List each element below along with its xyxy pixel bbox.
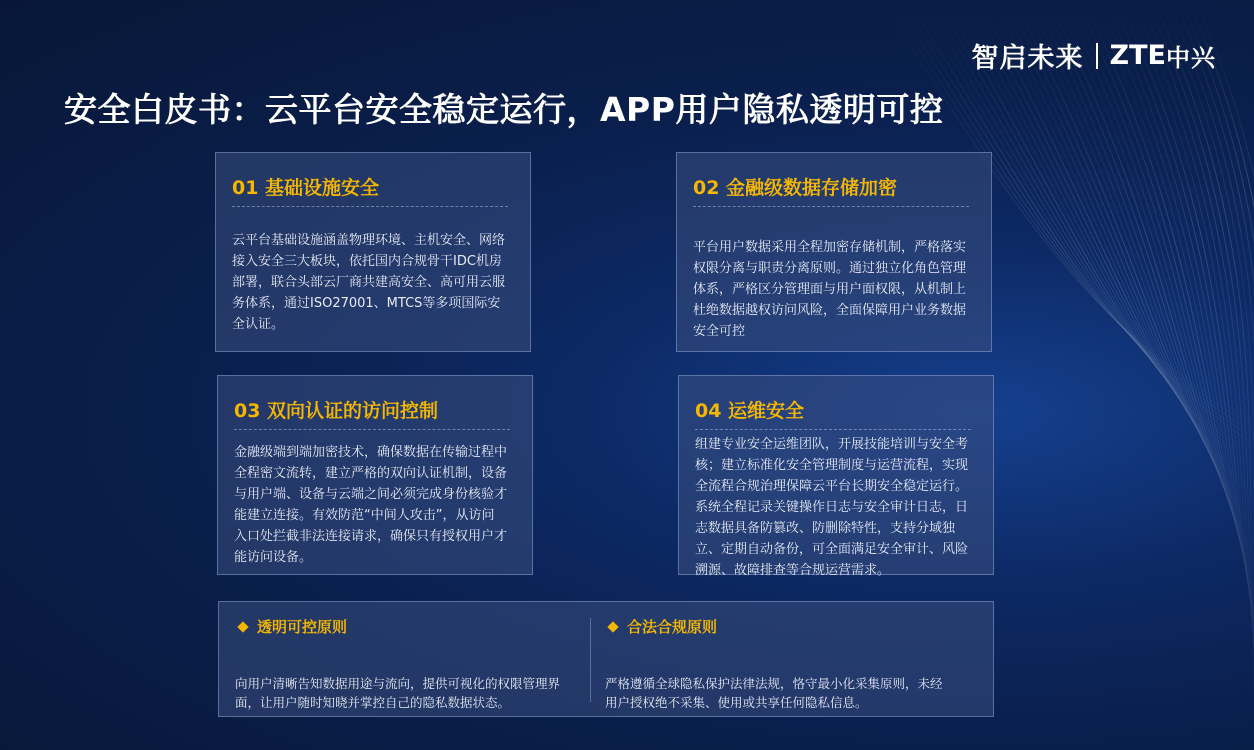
card-heading: 01 基础设施安全 bbox=[232, 177, 380, 199]
diamond-icon bbox=[607, 621, 618, 632]
card-heading: 03 双向认证的访问控制 bbox=[234, 400, 439, 422]
card-heading: 02 金融级数据存储加密 bbox=[693, 177, 898, 199]
card-body bbox=[232, 230, 512, 335]
card-line: 溯源、故障排查等合规运营需求。 bbox=[695, 563, 891, 578]
wave-line bbox=[1139, 0, 1254, 642]
divider bbox=[695, 429, 971, 430]
wave-line bbox=[1020, 0, 1254, 540]
wave-line bbox=[1097, 0, 1254, 606]
diamond-icon bbox=[237, 621, 248, 632]
card-line: 与用户端、设备与云端之间必须完成身份核验才 bbox=[234, 487, 508, 502]
wave-line bbox=[1041, 0, 1254, 558]
wave-line bbox=[1146, 0, 1254, 648]
wave-line bbox=[1160, 0, 1254, 660]
card-line: 系统全程记录关键操作日志与安全审计日志，日 bbox=[695, 500, 969, 515]
wave-line bbox=[978, 0, 1254, 504]
card-line: 金融级端到端加密技术，确保数据在传输过程中 bbox=[234, 445, 508, 460]
wave-line bbox=[1118, 0, 1254, 624]
card-line: 入口处拦截非法连接请求，确保只有授权用户才 bbox=[234, 529, 508, 544]
principle-line: 严格遵循全球隐私保护法律法规，恪守最小化采集原则，未经 bbox=[605, 676, 943, 691]
wave-line bbox=[1132, 0, 1254, 636]
card-ops-security bbox=[678, 375, 994, 578]
wave-line bbox=[1125, 0, 1254, 630]
principle-heading bbox=[235, 616, 347, 637]
card-line: 体系，严格区分管理面与用户面权限，从机制上 bbox=[693, 282, 967, 297]
divider bbox=[234, 429, 510, 430]
card-line: 云平台基础设施涵盖物理环境、主机安全、网络 bbox=[232, 233, 506, 248]
card-line: 全程密文流转，建立严格的双向认证机制，设备 bbox=[234, 466, 508, 481]
wave-line bbox=[1104, 0, 1254, 612]
logo-separator bbox=[1096, 43, 1098, 69]
card-line: 权限分离与职责分离原则。通过独立化角色管理 bbox=[693, 261, 967, 276]
wave-line bbox=[992, 0, 1254, 516]
page-title: 安全白皮书：云平台安全稳定运行，APP用户隐私透明可控 bbox=[64, 90, 944, 129]
card-line: 组建专业安全运维团队，开展技能培训与安全考 bbox=[695, 437, 969, 452]
wave-line bbox=[985, 0, 1254, 510]
principle-body bbox=[235, 674, 560, 712]
card-line: 全流程合规治理保障云平台长期安全稳定运行。 bbox=[695, 479, 969, 494]
wave-line bbox=[1062, 0, 1254, 576]
wave-line bbox=[1013, 0, 1254, 534]
principle-heading bbox=[605, 616, 717, 637]
wave-line bbox=[1188, 0, 1254, 684]
card-line: 立、定期自动备份，可全面满足安全审计、风险 bbox=[695, 542, 969, 557]
wave-line bbox=[1034, 0, 1254, 552]
column-divider bbox=[590, 618, 591, 702]
card-heading: 04 运维安全 bbox=[695, 400, 805, 422]
divider bbox=[693, 206, 969, 207]
principle-line: 向用户清晰告知数据用途与流向，提供可视化的权限管理界 bbox=[235, 676, 561, 691]
card-line: 接入安全三大板块，依托国内合规骨干IDC机房 bbox=[232, 254, 502, 269]
wave-line bbox=[1153, 0, 1254, 654]
card-line: 务体系，通过ISO27001、MTCS等多项国际安 bbox=[232, 296, 501, 311]
principle-body bbox=[605, 674, 943, 712]
card-body bbox=[693, 237, 973, 342]
wave-line bbox=[1069, 0, 1254, 582]
principle-line: 面，让用户随时知晓并掌控自己的隐私数据状态。 bbox=[235, 695, 511, 710]
wave-line bbox=[1174, 0, 1254, 672]
card-data-encryption bbox=[676, 152, 992, 352]
principle-line: 用户授权绝不采集、使用或共享任何隐私信息。 bbox=[605, 695, 868, 710]
card-line: 志数据具备防篡改、防删除特性，支持分域独 bbox=[695, 521, 956, 536]
principle-compliance bbox=[605, 602, 975, 716]
wave-line bbox=[1055, 0, 1254, 570]
wave-line bbox=[1083, 0, 1254, 594]
wave-line bbox=[1048, 0, 1254, 564]
principle-heading-text: 合法合规原则 bbox=[627, 618, 718, 636]
card-infrastructure-security bbox=[215, 152, 531, 352]
principles-panel bbox=[218, 601, 994, 717]
zte-logo bbox=[972, 36, 1216, 75]
card-line: 杜绝数据越权访问风险，全面保障用户业务数据 bbox=[693, 303, 967, 318]
card-line: 安全可控 bbox=[693, 324, 746, 339]
logo-brand-latin: ZTE bbox=[1109, 40, 1166, 71]
card-line: 能访问设备。 bbox=[234, 550, 313, 565]
wave-line bbox=[1111, 0, 1254, 618]
wave-line bbox=[1195, 0, 1254, 690]
wave-line bbox=[1076, 0, 1254, 588]
card-body bbox=[234, 442, 514, 568]
principle-transparency bbox=[235, 602, 585, 716]
logo-slogan: 智启未来 bbox=[971, 43, 1084, 74]
divider bbox=[232, 206, 508, 207]
wave-line bbox=[999, 0, 1254, 522]
card-line: 核；建立标准化安全管理制度与运营流程，实现 bbox=[695, 458, 969, 473]
logo-brand-cn: 中兴 bbox=[1166, 44, 1216, 72]
card-line: 全认证。 bbox=[232, 317, 285, 332]
principle-heading-text: 透明可控原则 bbox=[257, 618, 348, 636]
card-line: 平台用户数据采用全程加密存储机制，严格落实 bbox=[693, 240, 967, 255]
card-line: 能建立连接。有效防范“中间人攻击”，从访问 bbox=[234, 508, 495, 523]
wave-line bbox=[1167, 0, 1254, 666]
wave-line bbox=[1181, 0, 1254, 678]
card-access-control bbox=[217, 375, 533, 575]
card-line: 部署，联合头部云厂商共建高安全、高可用云服 bbox=[232, 275, 506, 290]
card-body bbox=[695, 434, 975, 581]
wave-line bbox=[1027, 0, 1254, 546]
wave-line bbox=[1090, 0, 1254, 600]
wave-line bbox=[1006, 0, 1254, 528]
